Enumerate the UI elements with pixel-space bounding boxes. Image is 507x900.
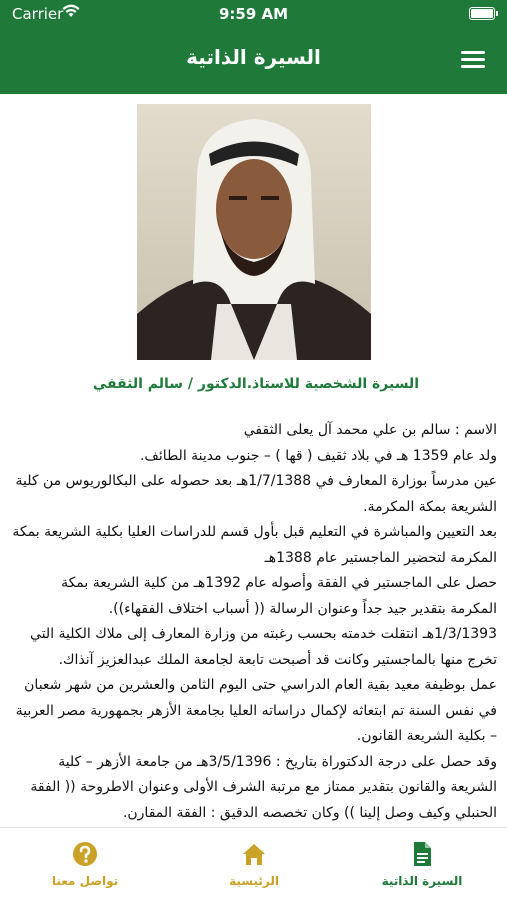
page-title: السيرة الذاتية (186, 45, 321, 69)
biography-caption: السيرة الشخصية للاستاذ.الدكتور / سالم الثقفي (92, 376, 419, 392)
bio-line: عمل بوظيفة معيد بقية العام الدراسي حتى اليوم الثامن والعشرين من شهر شعبان في نفس السنة تم ابتعاثه لإكمال دراساته العليا بجامعة الأزهر بجمهورية مصر العربية – بكلية الشريعة القانون. (15, 677, 497, 744)
question-circle-icon (71, 840, 99, 868)
tab-home-label: الرئيسية (229, 874, 279, 888)
tab-biography-label: السيرة الذاتية (381, 874, 463, 888)
bio-line: حصل على الماجستير في الفقة وأصوله عام 1392هـ من كلية الشريعة بمكة المكرمة بتقدير جيد جداً وعنوان الرسالة (( أسباب اختلاف الفقهاء)). (61, 575, 497, 617)
home-icon (240, 840, 268, 868)
portrait-photo (137, 104, 371, 360)
battery-icon (469, 7, 495, 20)
bio-line: ولد عام 1359 هـ في بلاد ثقيف ( قها ) – جنوب مدينة الطائف. (139, 447, 497, 464)
biography-text (10, 418, 497, 830)
navigation-bar (0, 0, 507, 94)
status-time: 9:59 AM (218, 5, 289, 23)
tab-contact-us[interactable] (25, 840, 145, 888)
hamburger-menu-icon[interactable] (461, 51, 485, 69)
carrier-label: Carrier (12, 5, 64, 23)
tab-home[interactable] (194, 840, 314, 888)
tab-contact-us-label: تواصل معنا (51, 874, 119, 888)
document-icon (408, 840, 436, 868)
bio-line: بعد التعيين والمباشرة في التعليم قبل بأول قسم للدراسات العليا بكلية الشريعة بمكة المكرمة لتحضير الماجستير عام 1388هـ (12, 524, 497, 566)
bio-line: وقد حصل على درجة الدكتوراة بتاريخ : 3/5/1396هـ من جامعة الأزهر – كلية الشريعة والقانون بتقدير ممتاز مع مرتبة الشرف الأولى وعنوان الاطروحة (( الفقة الحنبلي وكيف وصل إلينا )) وكان تخصصه الدقيق : الفقة المقارن. (30, 753, 497, 821)
bio-line: 1/3/1393هـ انتقلت خدمته بحسب رغبته من وزارة المعارف إلى ملاك الكلية التي تخرج منها بالماجستير وكانت قد أصبحت تابعة لجامعة الملك عبدالعزيز آنذاك. (30, 626, 497, 668)
status-bar (0, 0, 507, 28)
tab-bar (0, 827, 507, 900)
bio-line: الاسم : سالم بن علي محمد آل يعلى الثقفي (243, 422, 497, 438)
bio-line: عين مدرساً بوزارة المعارف في 1/7/1388هـ بعد حصوله على البكالوريوس من كلية الشريعة بمكة المكرمة. (15, 473, 497, 515)
tab-biography[interactable] (362, 840, 482, 888)
